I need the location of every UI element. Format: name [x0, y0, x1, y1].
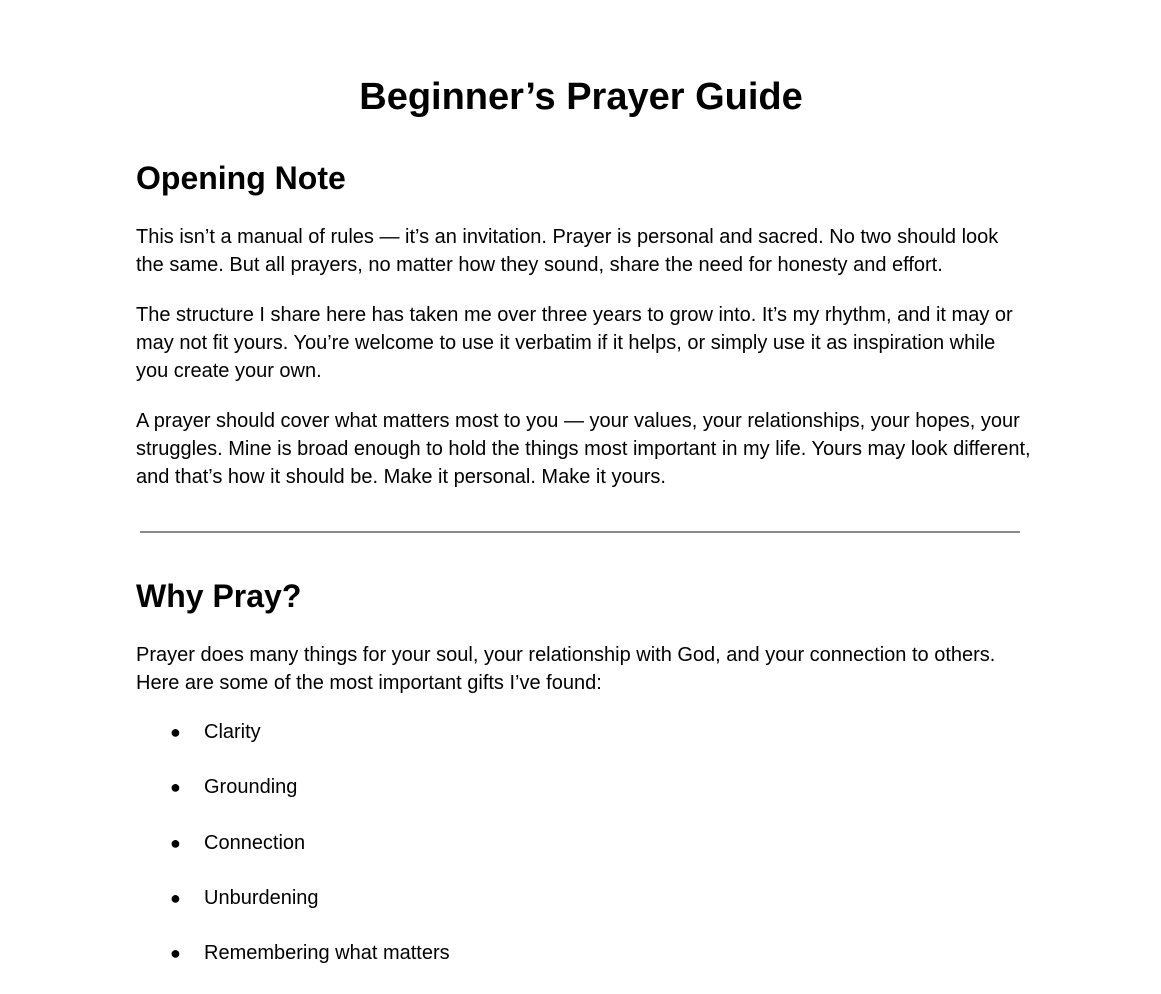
- list-item-label: Remembering what matters: [204, 942, 450, 965]
- bullet-icon: ●: [170, 832, 181, 853]
- section-heading-opening-note: Opening Note: [136, 160, 346, 196]
- opening-paragraph-2: The structure I share here has taken me over three years to grow into. It’s my rhythm, and it may or may not fit yours. You’re welcome to use it verbatim if it helps, or simply use it as inspiration while you create your own.: [136, 304, 1013, 382]
- list-item-label: Unburdening: [204, 886, 319, 909]
- opening-paragraph-1: This isn’t a manual of rules — it’s an invitation. Prayer is personal and sacred. No two should look the same. But all prayers, no matter how they sound, share the need for honesty and effort.: [136, 226, 999, 276]
- section-heading-why-pray: Why Pray?: [136, 578, 302, 614]
- bullet-icon: ●: [170, 777, 181, 798]
- list-item-label: Grounding: [204, 776, 298, 799]
- horizontal-rule: [140, 531, 1020, 533]
- opening-paragraph-3: A prayer should cover what matters most to you — your values, your relationships, your hopes, your struggles. Mine is broad enough to hold the things most important in my life. Yours may look different, and that’s how it should be. Make it personal. Make it yours.: [136, 410, 1031, 488]
- list-item-label: Clarity: [204, 721, 261, 743]
- bullet-icon: ●: [170, 887, 181, 908]
- why-pray-paragraph: Prayer does many things for your soul, your relationship with God, and your connection to others. Here are some of the most important gifts I’ve found:: [136, 644, 996, 694]
- bullet-icon: ●: [170, 722, 181, 742]
- document-title: Beginner’s Prayer Guide: [359, 76, 803, 118]
- bullet-icon: ●: [170, 943, 181, 964]
- list-item-label: Connection: [204, 831, 306, 854]
